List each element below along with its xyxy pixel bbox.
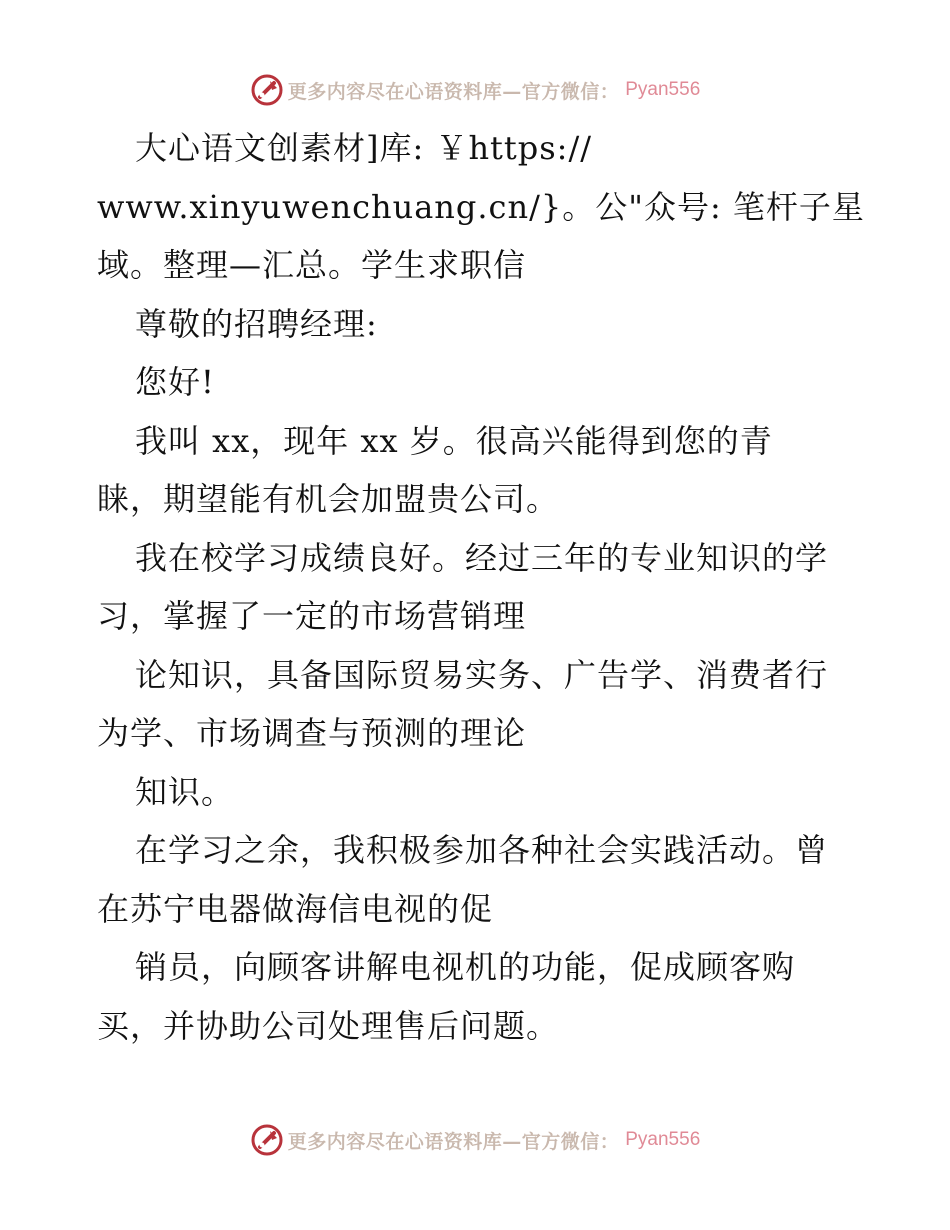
footer-banner-inner [250,1123,701,1157]
body-line: 大心语文创素材]库: ￥https:// [135,129,593,167]
document-body [97,119,865,1055]
body-line: 论知识，具备国际贸易实务、广告学、消费者行 [135,655,829,694]
logo-icon [250,1123,284,1157]
header-banner [0,70,950,110]
body-line: 我叫 xx，现年 xx 岁。很高兴能得到您的青 [135,421,773,460]
body-line: 睐，期望能有机会加盟贵公司。 [97,480,560,518]
body-line: 域。整理—汇总。学生求职信 [97,246,527,284]
body-line: 我在校学习成绩良好。经过三年的专业知识的学 [135,538,829,577]
body-line: 您好! [135,363,215,401]
header-banner-inner [250,73,701,107]
header-banner-id: Pyan556 [625,79,701,100]
body-line: 在苏宁电器做海信电视的促 [97,889,494,928]
body-line: 买，并协助公司处理售后问题。 [97,1006,560,1045]
body-line: www.xinyuwenchuang.cn/}。公"众号: 笔杆子星 [97,187,865,226]
body-line: 为学、市场调查与预测的理论 [97,714,527,752]
body-line: 在学习之余，我积极参加各种社会实践活动。曾 [135,831,829,869]
footer-banner-id: Pyan556 [625,1129,701,1150]
logo-icon [250,73,284,107]
body-line: 尊敬的招聘经理: [135,304,378,343]
body-line: 销员，向顾客讲解电视机的功能，促成顾客购 [135,948,796,986]
footer-banner [0,1120,950,1160]
footer-banner-text: 更多内容尽在心语资料库—官方微信： [287,1130,620,1153]
body-line: 习，掌握了一定的市场营销理 [97,597,527,635]
header-banner-text: 更多内容尽在心语资料库—官方微信： [287,80,620,103]
body-line: 知识。 [135,772,235,811]
